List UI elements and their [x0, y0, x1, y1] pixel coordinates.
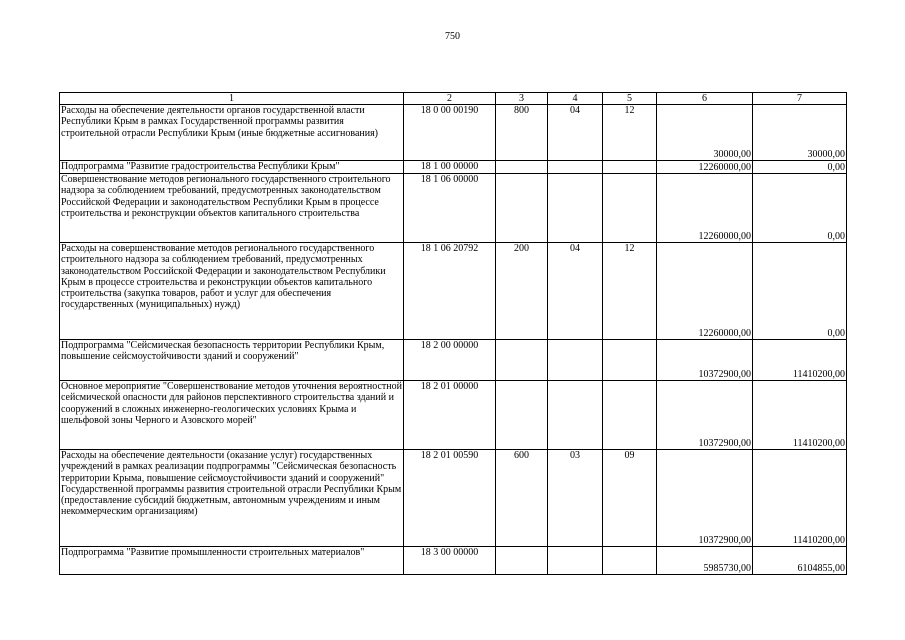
table-row — [60, 547, 847, 575]
row-expense-type — [496, 340, 548, 381]
row-subsection: 12 — [603, 243, 657, 340]
row-section — [548, 547, 603, 575]
row-sum-year1: 30000,00 — [657, 105, 753, 161]
row-sum-year1: 12260000,00 — [657, 243, 753, 340]
row-sum-year1: 10372900,00 — [657, 340, 753, 381]
row-expense-type — [496, 161, 548, 174]
page-number: 750 — [445, 31, 460, 42]
row-sum-year2: 30000,00 — [753, 105, 847, 161]
table-row — [60, 340, 847, 381]
row-target-code: 18 2 01 00590 — [404, 450, 496, 547]
row-target-code: 18 3 00 00000 — [404, 547, 496, 575]
row-name: Расходы на обеспечение деятельности (оказание услуг) государственных учреждений в рамках реализации подпрограммы "Сейсмическая безопасность территории Крыма, повышение сейсмоустойчивости зданий и сооружений" Государственной программы развития строительной отрасли Республики Крым (предоставление субсидий бюджетным, автономным учреждениям и иным некоммерческим организациям) — [60, 450, 404, 547]
row-target-code: 18 1 06 00000 — [404, 174, 496, 243]
table-row — [60, 105, 847, 161]
column-header-7: 7 — [753, 93, 847, 105]
row-target-code: 18 2 00 00000 — [404, 340, 496, 381]
column-header-5: 5 — [603, 93, 657, 105]
row-sum-year1: 12260000,00 — [657, 161, 753, 174]
table-header-row — [60, 93, 847, 105]
row-sum-year1: 10372900,00 — [657, 381, 753, 450]
row-name: Расходы на совершенствование методов регионального государственного строительного надзора за соблюдением требований, предусмотренных законодательством Российской Федерации и законодательством Республики Крым в процессе строительства и реконструкции объектов капитального строительства (закупка товаров, работ и услуг для обеспечения государственных (муниципальных) нужд) — [60, 243, 404, 340]
row-expense-type — [496, 174, 548, 243]
row-name: Подпрограмма "Сейсмическая безопасность территории Республики Крым, повышение сейсмоустойчивости зданий и сооружений" — [60, 340, 404, 381]
table-row — [60, 381, 847, 450]
row-target-code: 18 1 00 00000 — [404, 161, 496, 174]
row-section — [548, 381, 603, 450]
row-target-code: 18 0 00 00190 — [404, 105, 496, 161]
table-row — [60, 174, 847, 243]
column-header-4: 4 — [548, 93, 603, 105]
row-section — [548, 340, 603, 381]
row-section — [548, 161, 603, 174]
row-subsection — [603, 381, 657, 450]
table-row — [60, 243, 847, 340]
row-target-code: 18 2 01 00000 — [404, 381, 496, 450]
row-sum-year1: 10372900,00 — [657, 450, 753, 547]
row-expense-type: 800 — [496, 105, 548, 161]
row-expense-type — [496, 547, 548, 575]
row-subsection: 12 — [603, 105, 657, 161]
row-sum-year2: 0,00 — [753, 243, 847, 340]
row-sum-year1: 5985730,00 — [657, 547, 753, 575]
row-subsection — [603, 547, 657, 575]
row-section: 03 — [548, 450, 603, 547]
row-sum-year2: 11410200,00 — [753, 381, 847, 450]
row-name: Основное мероприятие "Совершенствование методов уточнения вероятностной сейсмической опасности для районов перспективного строительства зданий и сооружений в сложных инженерно-геологических условиях Крыма и шельфовой зоны Черного и Азовского морей" — [60, 381, 404, 450]
row-sum-year2: 11410200,00 — [753, 340, 847, 381]
row-sum-year1: 12260000,00 — [657, 174, 753, 243]
row-expense-type: 200 — [496, 243, 548, 340]
row-name: Подпрограмма "Развитие промышленности строительных материалов" — [60, 547, 404, 575]
row-name: Расходы на обеспечение деятельности органов государственной власти Республики Крым в рамках Государственной программы развития строительной отрасли Республики Крым (иные бюджетные ассигнования) — [60, 105, 404, 161]
column-header-2: 2 — [404, 93, 496, 105]
row-section — [548, 174, 603, 243]
row-subsection: 09 — [603, 450, 657, 547]
table-row — [60, 161, 847, 174]
row-sum-year2: 0,00 — [753, 174, 847, 243]
column-header-6: 6 — [657, 93, 753, 105]
row-sum-year2: 6104855,00 — [753, 547, 847, 575]
row-sum-year2: 11410200,00 — [753, 450, 847, 547]
row-target-code: 18 1 06 20792 — [404, 243, 496, 340]
row-subsection — [603, 161, 657, 174]
column-header-3: 3 — [496, 93, 548, 105]
column-header-1: 1 — [60, 93, 404, 105]
table-row — [60, 450, 847, 547]
row-expense-type — [496, 381, 548, 450]
row-subsection — [603, 174, 657, 243]
row-subsection — [603, 340, 657, 381]
budget-table — [59, 92, 847, 575]
row-expense-type: 600 — [496, 450, 548, 547]
row-name: Подпрограмма "Развитие градостроительства Республики Крым" — [60, 161, 404, 174]
row-sum-year2: 0,00 — [753, 161, 847, 174]
row-section: 04 — [548, 105, 603, 161]
row-name: Совершенствование методов регионального государственного строительного надзора за соблюдением требований, предусмотренных законодательством Российской Федерации и законодательством Республики Крым в процессе строительства и реконструкции объектов капитального строительства — [60, 174, 404, 243]
row-section: 04 — [548, 243, 603, 340]
